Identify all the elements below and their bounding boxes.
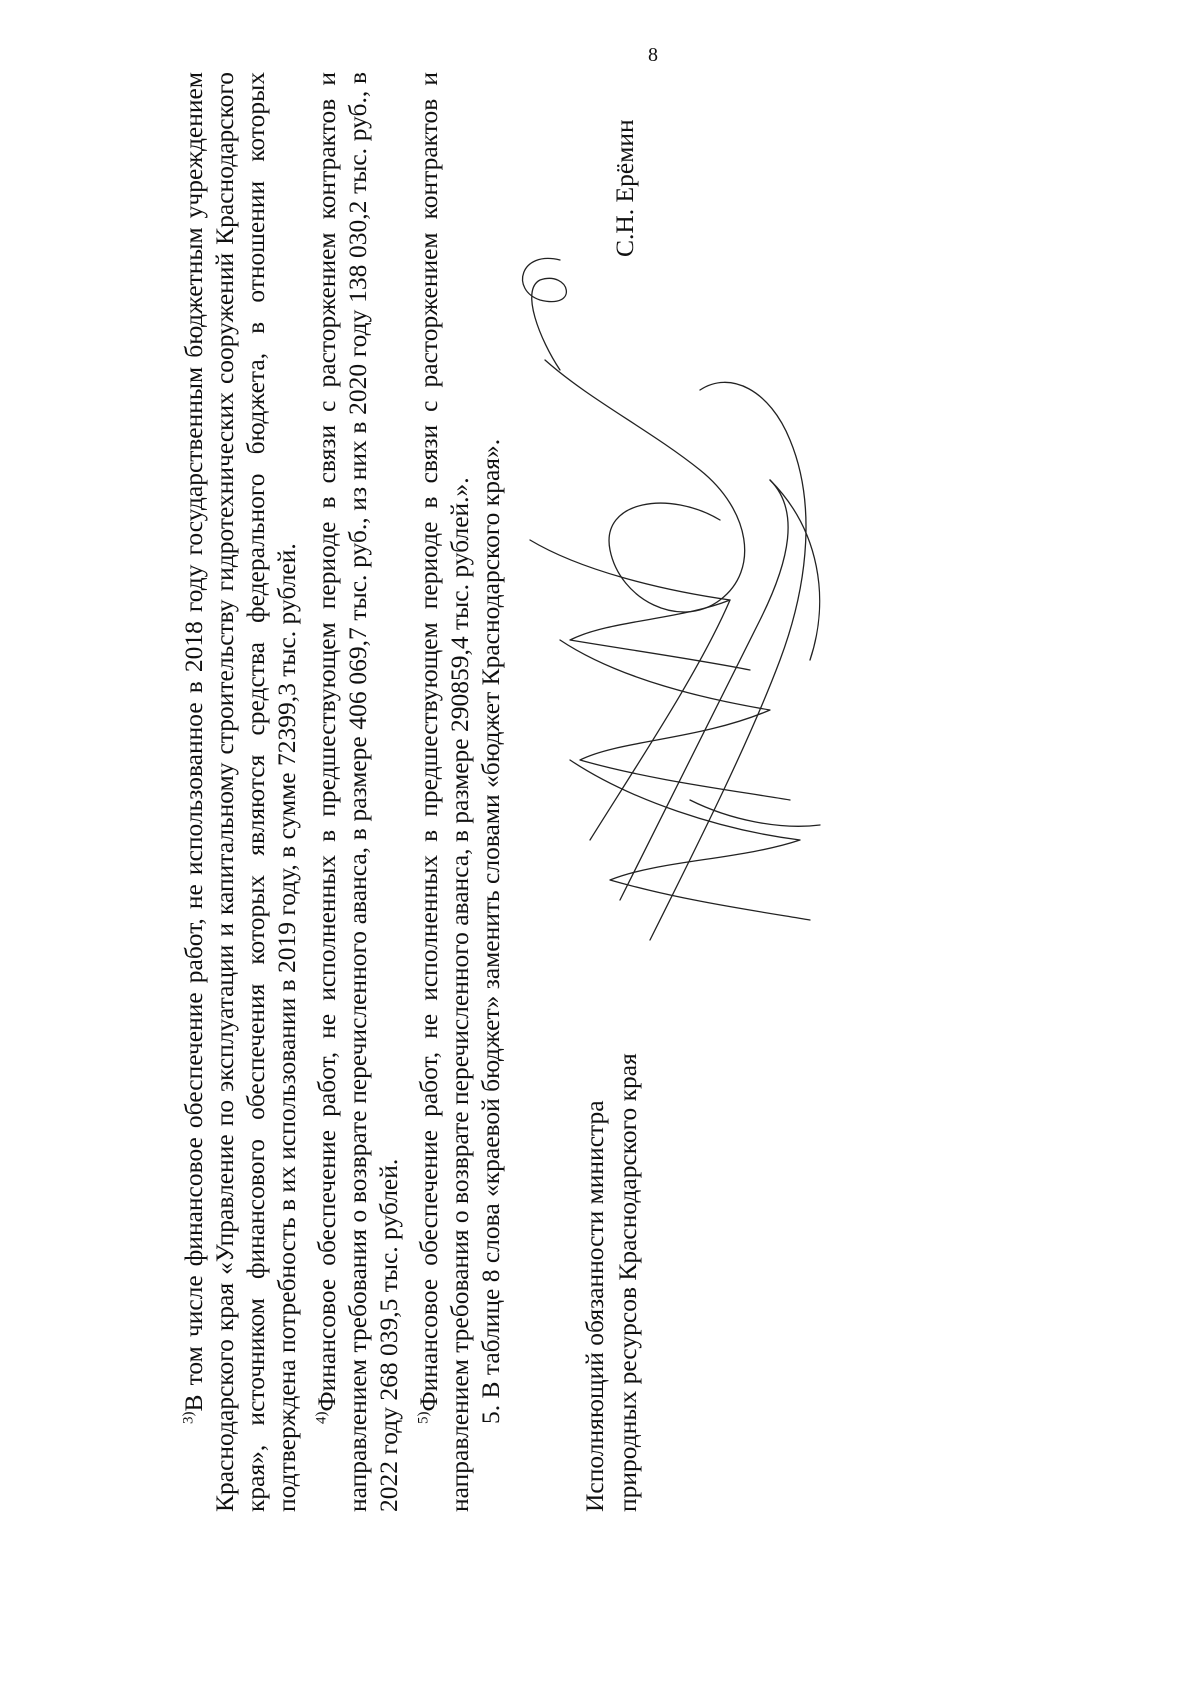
signer-position: [578, 912, 644, 1512]
footnote-4: [311, 72, 404, 1512]
footnote-3: [178, 72, 302, 1512]
footnote-4-text: Финансовое обеспечение работ, не исполненных в предшествующем периоде в связи с расторжением контрактов и направлением требования о возврате перечисленного аванса, в размере 406 069,7 тыс. руб., из них в 2020 году 138 030,2 тыс. руб., в 2022 году 268 039,5 тыс. рублей.: [312, 72, 403, 1512]
footnote-4-marker: 4): [313, 1411, 330, 1424]
signer-position-line-1: Исполняющий обязанности министра: [580, 1100, 609, 1512]
page-number: 8: [648, 44, 658, 66]
handwritten-signature: [500, 240, 840, 960]
footnote-5: [413, 72, 475, 1512]
footnote-3-marker: 3): [180, 1411, 197, 1424]
signer-name: С.Н. Ерёмин: [610, 119, 639, 257]
footnote-3-text: В том числе финансовое обеспечение работ, не использованное в 2018 году государственным бюджетным учреждением Краснодарского края «Управление по эксплуатации и капитальному строительству гидротехнических сооружений Краснодарского края», источником финансового обеспечения которых являются средства федерального бюджета, в отношении которых подтверждена потребность в их использовании в 2019 году, в сумме 72399,3 тыс. рублей.: [179, 72, 301, 1512]
signer-position-line-2: природных ресурсов Краснодарского края: [613, 1053, 642, 1512]
footnotes-body: [178, 72, 506, 1512]
footnote-5-marker: 5): [415, 1411, 432, 1424]
item-5-paragraph: 5. В таблице 8 слова «краевой бюджет» заменить словами «бюджет Краснодарского края».: [476, 438, 505, 1424]
footnote-5-text: Финансовое обеспечение работ, не исполненных в предшествующем периоде в связи с расторжением контрактов и направлением требования о возврате перечисленного аванса, в размере 290859,4 тыс. рублей.».: [414, 72, 474, 1512]
